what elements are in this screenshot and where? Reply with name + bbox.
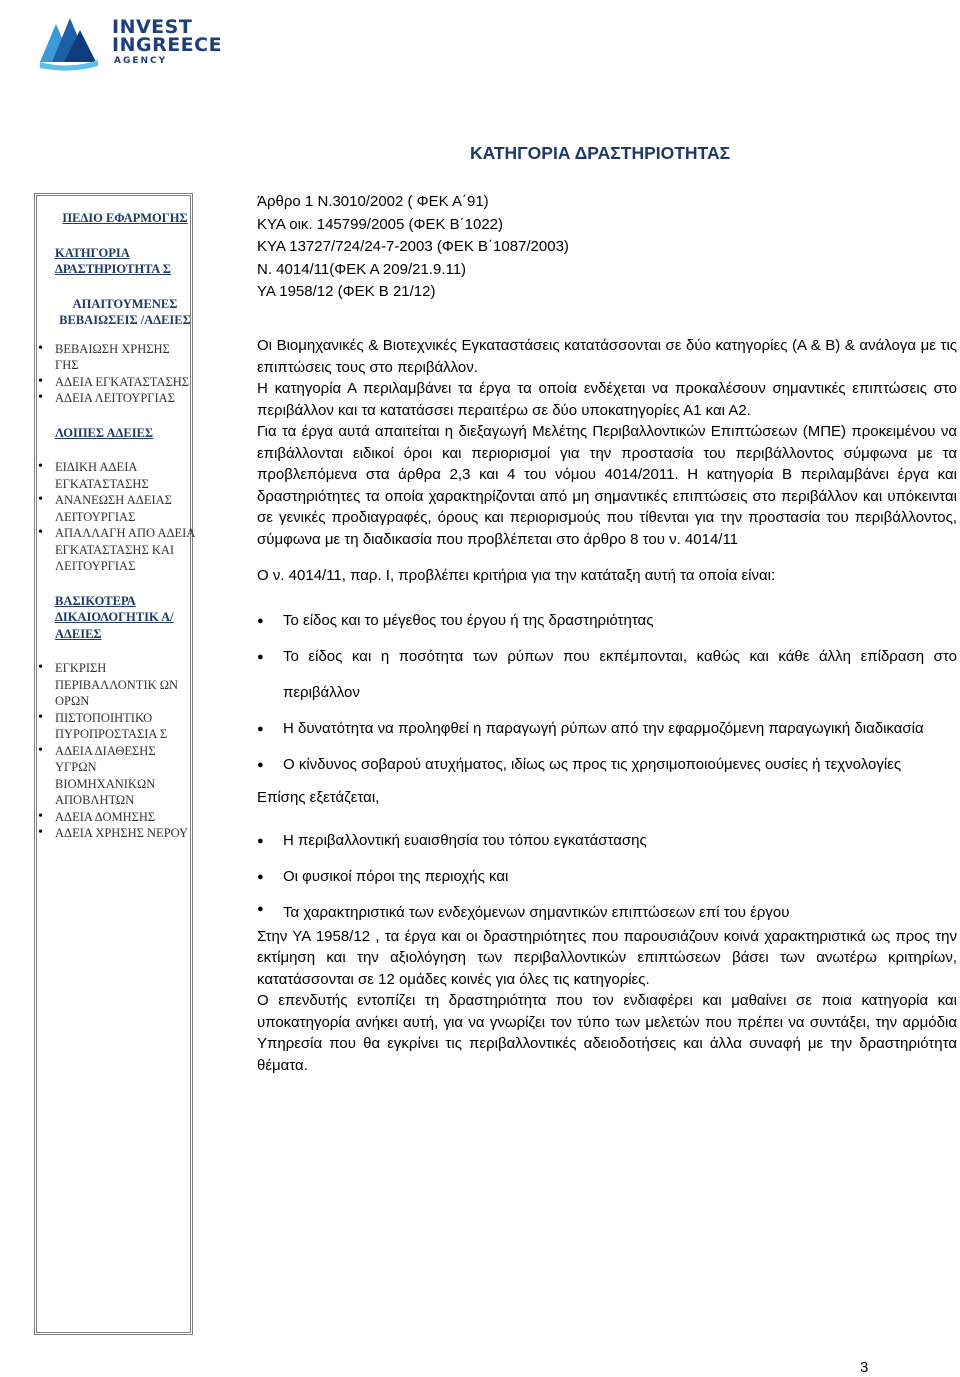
field-of-application-heading: ΠΕΔΙΟ ΕΦΑΡΜΟΓΗΣ — [62, 211, 188, 225]
section-heading: ΚΑΤΗΓΟΡΙΑ ΔΡΑΣΤΗΡΙΟΤΗΤΑΣ — [470, 143, 731, 163]
legal-reference: Άρθρο 1 Ν.3010/2002 ( ΦΕΚ Α΄91) — [257, 193, 489, 210]
list-item: ● Το είδος και το μέγεθος του έργου ή της δραστηριότητας — [257, 603, 957, 639]
logo-line-1: INVEST — [112, 16, 193, 38]
list-item: • ΑΠΑΛΛΑΓΗ ΑΠΟ ΑΔΕΙΑ ΕΓΚΑΤΑΣΤΑΣΗΣ ΚΑΙ ΛΕΙΤΟΥΡΓΙΑΣ — [55, 525, 195, 575]
list-item: ● Τα χαρακτηριστικά των ενδεχόμενων σημαντικών επιπτώσεων επί του έργου — [257, 896, 957, 926]
list-item: • ΑΝΑΝΕΩΣΗ ΑΔΕΙΑΣ ΛΕΙΤΟΥΡΓΙΑΣ — [55, 492, 195, 525]
required-permits-heading: ΑΠΑΙΤΟΥΜΕΝΕΣ ΒΕΒΑΙΩΣΕΙΣ /ΑΔΕΙΕΣ — [59, 296, 191, 327]
list-item: ● Ο κίνδυνος σοβαρού ατυχήματος, ιδίως ως προς τις χρησιμοποιούμενες ουσίες ή τεχνολογίες — [257, 747, 957, 783]
list-item: ● Οι φυσικοί πόροι της περιοχής και — [257, 859, 957, 896]
list-item: • ΑΔΕΙΑ ΧΡΗΣΗΣ ΝΕΡΟΥ — [55, 825, 195, 842]
main-documents-heading: ΒΑΣΙΚΟΤΕΡΑ ΔΙΚΑΙΟΛΟΓΗΤΙΚ Α/ΑΔΕΙΕΣ — [55, 593, 174, 641]
main-content — [257, 335, 957, 1076]
legal-references — [257, 191, 569, 304]
logo-line-3: AGENCY — [114, 56, 168, 66]
page-number: 3 — [860, 1359, 869, 1376]
list-item: • ΒΕΒΑΙΩΣΗ ΧΡΗΣΗΣ ΓΗΣ — [55, 341, 195, 374]
other-permits-heading: ΛΟΙΠΕΣ ΑΔΕΙΕΣ — [55, 425, 154, 440]
list-item: • ΑΔΕΙΑ ΕΓΚΑΤΑΣΤΑΣΗΣ — [55, 374, 195, 391]
sidebar — [34, 193, 193, 1335]
invest-in-greece-logo — [36, 14, 236, 74]
logo-emblem-icon — [36, 14, 106, 74]
list-item: ● Το είδος και η ποσότητα των ρύπων που εκπέμπονται, καθώς και κάθε άλλη επίδραση στο περιβάλλον — [257, 639, 957, 711]
also-examined-list — [257, 823, 957, 926]
main-documents-list — [55, 660, 195, 842]
logo-line-2: INGREECE — [112, 34, 223, 56]
also-examined-label: Επίσης εξετάζεται, — [257, 788, 380, 806]
list-item: • ΠΙΣΤΟΠΟΙΗΤΙΚΟ ΠΥΡΟΠΡΟΣΤΑΣΙΑ Σ — [55, 710, 195, 743]
required-permits-list — [55, 341, 195, 407]
paragraph: Ο επενδυτής εντοπίζει τη δραστηριότητα που τον ενδιαφέρει και μαθαίνει σε ποια κατηγορία και υποκατηγορία ανήκει αυτή, για να γνωρίζει τον τύπο των μελετών που πρέπει να συντάξει, την αρμόδια Υπηρεσία που θα εγκρίνει τις περιβαλλοντικές αδειοδοτήσεις και άλλα συναφή με την δραστηριότητα θέματα. — [257, 992, 957, 1074]
activity-category-heading: ΚΑΤΗΓΟΡΙΑ ΔΡΑΣΤΗΡΙΟΤΗΤΑ Σ — [55, 245, 171, 276]
paragraph: Οι Βιομηχανικές & Βιοτεχνικές Εγκαταστάσεις κατατάσσονται σε δύο κατηγορίες (Α & Β) & ανάλογα με τις επιπτώσεις τους στο περιβάλλον. — [257, 337, 957, 376]
list-item: • ΑΔΕΙΑ ΔΟΜΗΣΗΣ — [55, 809, 195, 826]
list-item: ● Η περιβαλλοντική ευαισθησία του τόπου εγκατάστασης — [257, 823, 957, 860]
legal-reference: Ν. 4014/11(ΦΕΚ Α 209/21.9.11) — [257, 260, 467, 278]
list-item: • ΕΙΔΙΚΗ ΑΔΕΙΑ ΕΓΚΑΤΑΣΤΑΣΗΣ — [55, 459, 195, 492]
list-item: • ΑΔΕΙΑ ΔΙΑΘΕΣΗΣ ΥΓΡΩΝ ΒΙΟΜΗΧΑΝΙΚΩΝ ΑΠΟΒΛΗΤΩΝ — [55, 743, 195, 809]
list-item: ● Η δυνατότητα να προληφθεί η παραγωγή ρύπων από την εφαρμοζόμενη παραγωγική διαδικασία — [257, 711, 957, 747]
list-item: • ΑΔΕΙΑ ΛΕΙΤΟΥΡΓΙΑΣ — [55, 390, 195, 407]
criteria-list — [257, 603, 957, 783]
other-permits-list — [55, 459, 195, 575]
legal-reference: ΥΑ 1958/12 (ΦΕΚ Β 21/12) — [257, 283, 436, 300]
paragraph: Ο ν. 4014/11, παρ. Ι, προβλέπει κριτήρια για την κατάταξη αυτή τα οποία είναι: — [257, 567, 776, 584]
legal-reference: ΚΥΑ οικ. 145799/2005 (ΦΕΚ Β΄1022) — [257, 215, 504, 233]
paragraph: Η κατηγορία Α περιλαμβάνει τα έργα τα οποία ενδέχεται να προκαλέσουν σημαντικές επιπτώσεις στο περιβάλλον και τα κατατάσσει περαιτέρω σε δύο υποκατηγορίες Α1 και Α2. — [257, 380, 957, 419]
paragraph: Για τα έργα αυτά απαιτείται η διεξαγωγή Μελέτης Περιβαλλοντικών Επιπτώσεων (ΜΠΕ) προκειμένου να επιβάλλονται ειδικοί όροι και περιορισμοί για την προστασία του περιβάλλοντος σύμφωνα με τα προβλεπόμενα στα άρθρα 2,3 και 4 του νόμου 4014/2011. Η κατηγορία Β περιλαμβάνει έργα και δραστηριότητες τα οποία χαρακτηρίζονται από μη σημαντικές επιπτώσεις στο περιβάλλον και υπόκεινται σε γενικές προδιαγραφές, όρους και περιορισμούς που τίθενται για την προστασία του περιβάλλοντος, σύμφωνα με τη διαδικασία που προβλέπεται στο άρθρο 8 του ν. 4014/11 — [257, 423, 957, 548]
legal-reference: ΚΥΑ 13727/724/24-7-2003 (ΦΕΚ Β΄1087/2003) — [257, 238, 569, 255]
paragraph: Στην ΥΑ 1958/12 , τα έργα και οι δραστηριότητες που παρουσιάζουν κοινά χαρακτηριστικά ως προς την εκτίμηση και την αξιολόγηση των περιβαλλοντικών επιπτώσεων βάσει των ανωτέρω κριτηρίων, κατατάσσονται σε 12 ομάδες κοινές για όλες τις κατηγορίες. — [257, 927, 957, 988]
list-item: • ΕΓΚΡΙΣΗ ΠΕΡΙΒΑΛΛΟΝΤΙΚ ΩΝ ΟΡΩΝ — [55, 660, 195, 710]
